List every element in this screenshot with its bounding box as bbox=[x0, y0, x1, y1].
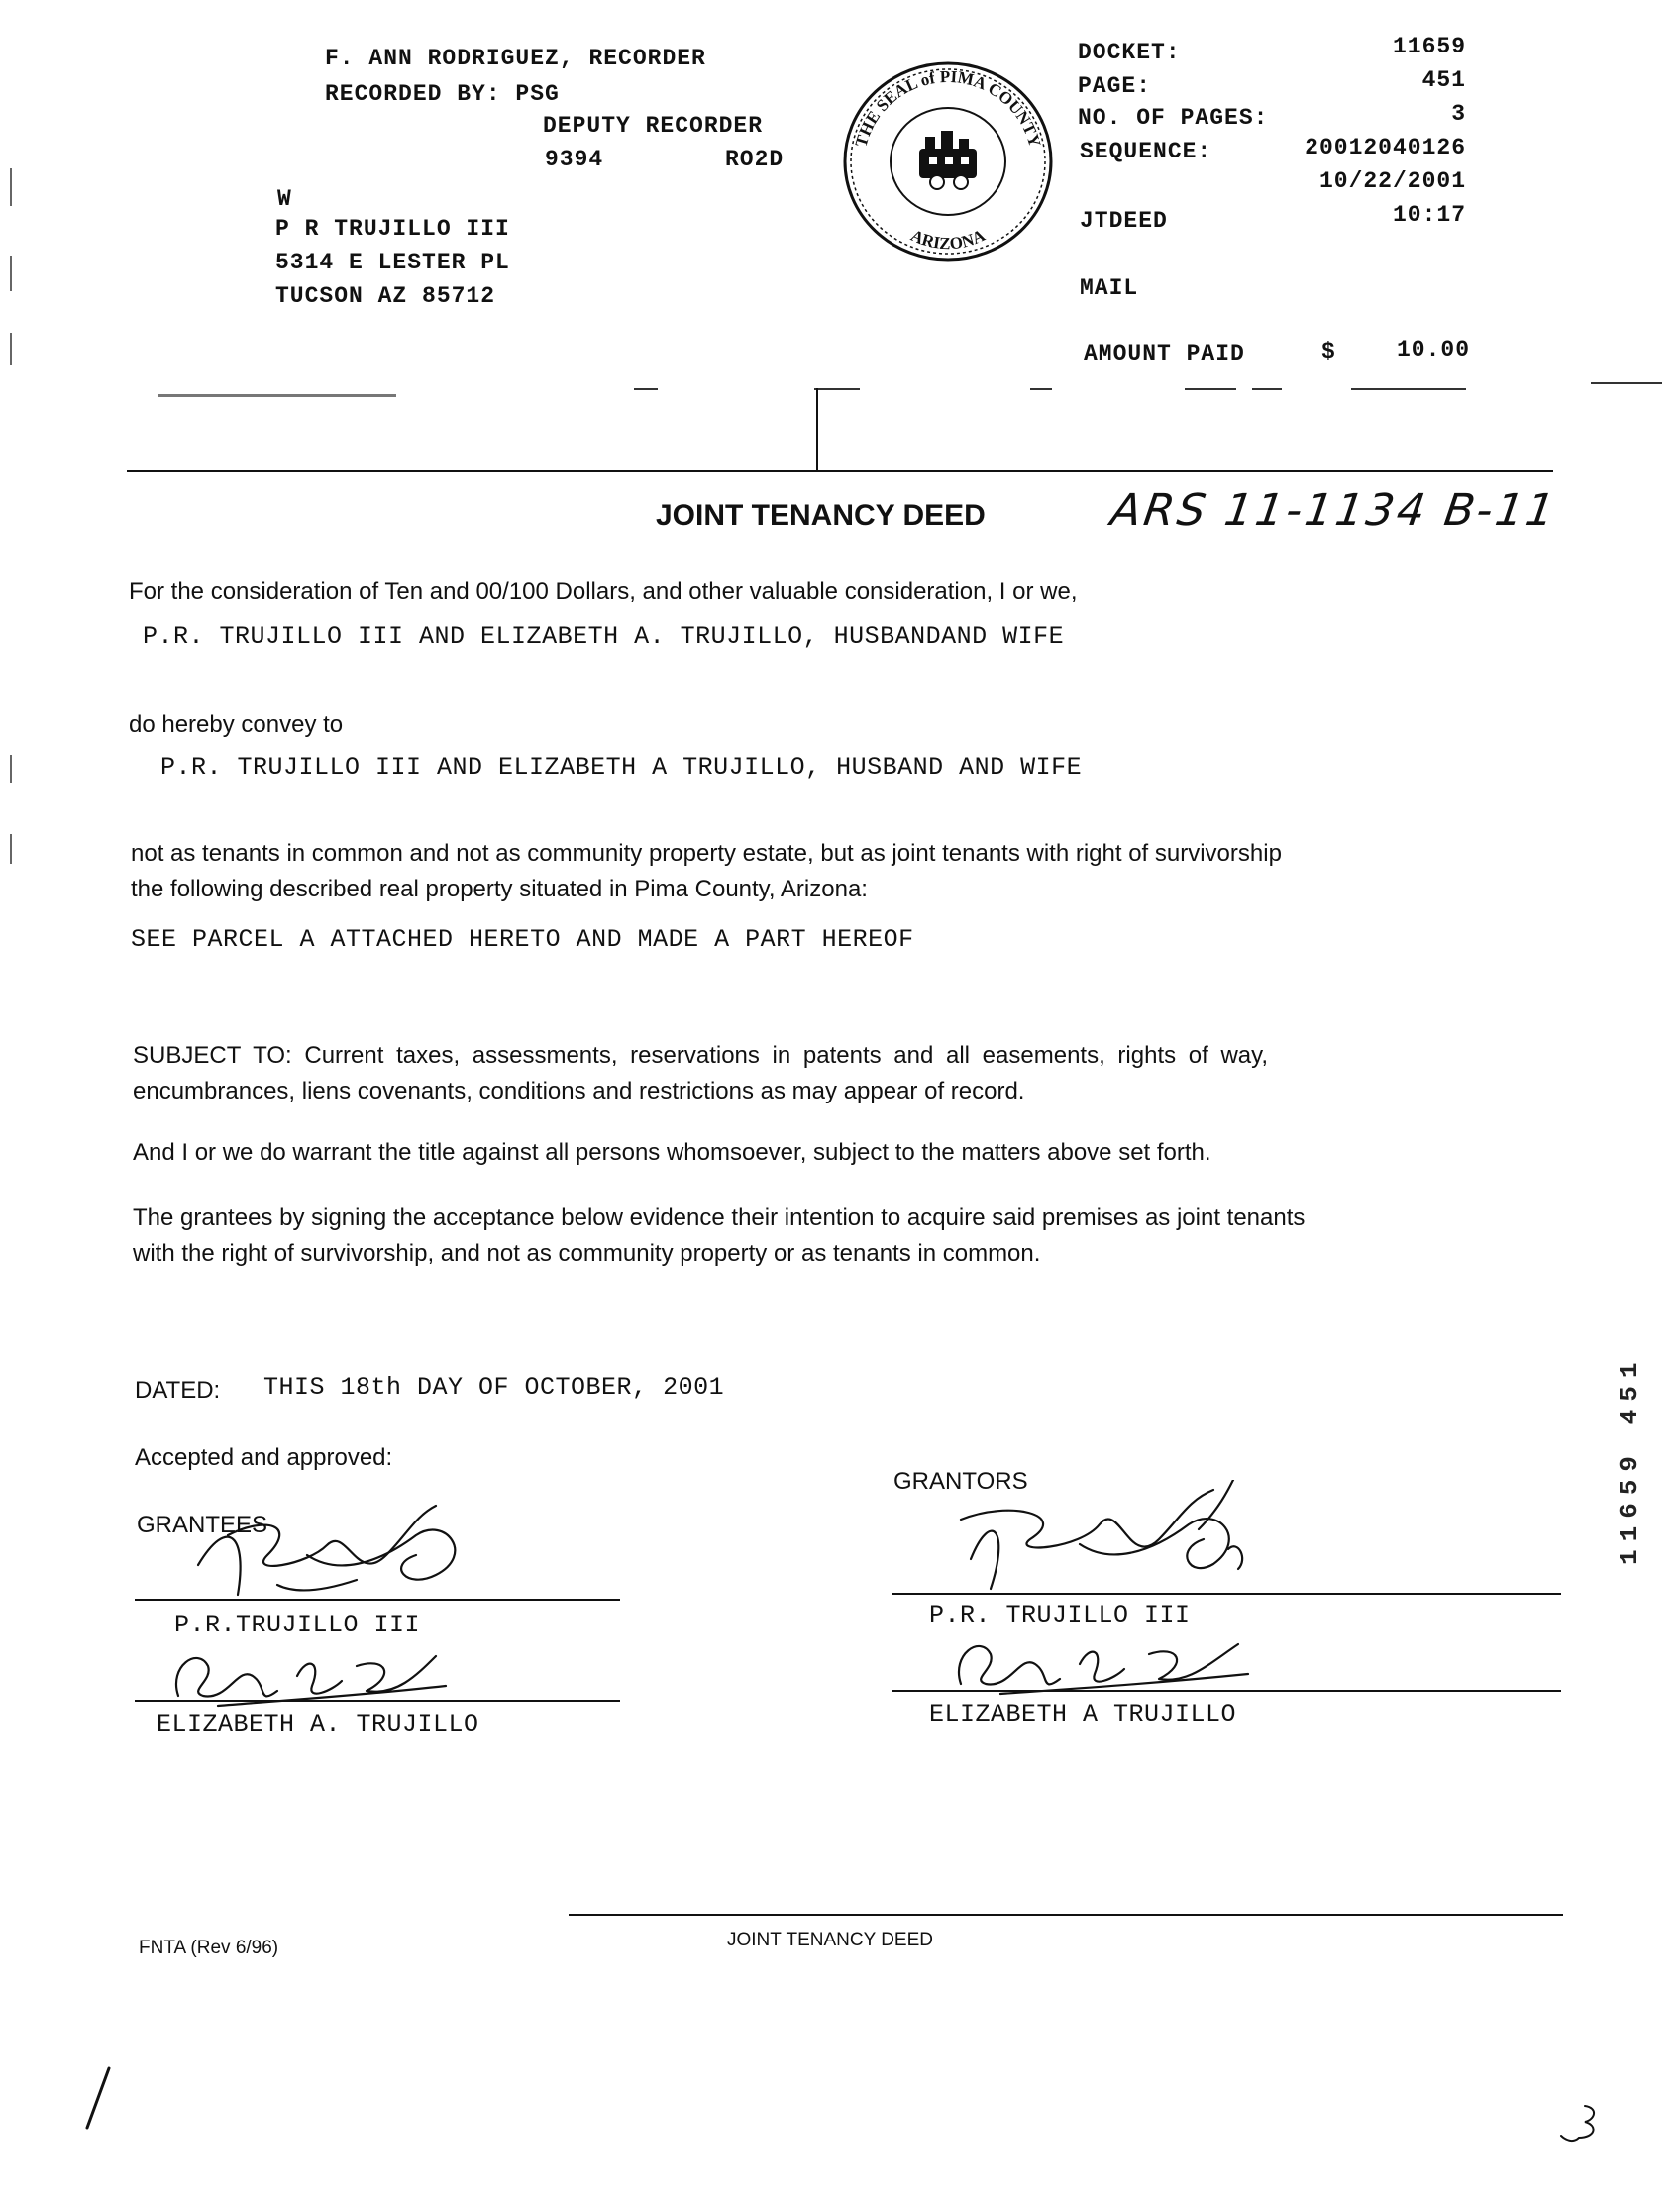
signature-line bbox=[135, 1599, 620, 1601]
grantees-intent-line2: with the right of survivorship, and not as community property or as tenants in common. bbox=[133, 1240, 1041, 1267]
recorder-code-1: 9394 bbox=[545, 147, 604, 172]
recorder-name: F. ANN RODRIGUEZ, RECORDER bbox=[325, 46, 706, 71]
page-label: PAGE: bbox=[1078, 73, 1152, 99]
seal-emblem-icon bbox=[919, 131, 977, 189]
grantor-name-1: P.R. TRUJILLO III bbox=[929, 1601, 1191, 1629]
grantor-name-2: ELIZABETH A TRUJILLO bbox=[929, 1700, 1237, 1729]
scan-edge-mark bbox=[10, 168, 12, 206]
scan-artifact bbox=[158, 394, 396, 397]
parcel-reference: SEE PARCEL A ATTACHED HERETO AND MADE A PART HEREOF bbox=[131, 925, 914, 954]
subject-to-line2: encumbrances, liens covenants, conditions and restrictions as may appear of record. bbox=[133, 1078, 1025, 1104]
currency-symbol: $ bbox=[1321, 339, 1336, 365]
grantee-name-1: P.R.TRUJILLO III bbox=[174, 1611, 421, 1639]
tenancy-clause-line2: the following described real property situated in Pima County, Arizona: bbox=[131, 876, 868, 902]
scan-artifact bbox=[1030, 388, 1052, 390]
seal-text-top: THE SEAL of PIMA COUNTY bbox=[851, 66, 1045, 150]
sequence-label: SEQUENCE: bbox=[1080, 139, 1212, 164]
address-line: 5314 E LESTER PL bbox=[275, 250, 510, 275]
scan-edge-mark bbox=[10, 755, 12, 783]
amount-label: AMOUNT PAID bbox=[1084, 341, 1245, 367]
county-seal bbox=[838, 57, 1058, 265]
docket-label: DOCKET: bbox=[1078, 40, 1181, 65]
consideration-clause: For the consideration of Ten and 00/100 Dollars, and other valuable consideration, I or we, bbox=[129, 578, 1078, 605]
scan-artifact bbox=[814, 388, 860, 390]
pages-count: 3 bbox=[1451, 101, 1466, 127]
record-time: 10:17 bbox=[1392, 202, 1466, 228]
mail-label: MAIL bbox=[1080, 275, 1139, 301]
form-code: FNTA (Rev 6/96) bbox=[139, 1938, 279, 1958]
document-type: JTDEED bbox=[1080, 208, 1168, 234]
scan-artifact bbox=[1185, 388, 1236, 390]
scan-edge-mark bbox=[10, 333, 12, 365]
deputy-recorder: DEPUTY RECORDER bbox=[543, 113, 764, 139]
page-number: 451 bbox=[1421, 67, 1466, 93]
seal-text-bottom: ARIZONA bbox=[907, 225, 989, 254]
signature-elizabeth-trujillo-grantor bbox=[941, 1625, 1258, 1704]
scan-artifact bbox=[634, 388, 658, 390]
scan-edge-mark bbox=[10, 256, 12, 291]
signature-line bbox=[892, 1593, 1561, 1595]
recorder-code-2: RO2D bbox=[725, 147, 785, 172]
sequence-number: 20012040126 bbox=[1305, 135, 1466, 160]
signature-line bbox=[135, 1700, 620, 1702]
grantees-label: GRANTEES bbox=[137, 1512, 268, 1538]
handwritten-statute-note: ARS 11-1134 B-11 bbox=[1107, 485, 1561, 536]
dated-label: DATED: bbox=[135, 1377, 221, 1404]
footer-form-title: JOINT TENANCY DEED bbox=[727, 1930, 933, 1950]
convey-clause: do hereby convey to bbox=[129, 711, 344, 738]
grantors-label: GRANTORS bbox=[893, 1468, 1028, 1495]
grantors-typed: P.R. TRUJILLO III AND ELIZABETH A. TRUJILLO, HUSBANDAND WIFE bbox=[143, 622, 1065, 651]
header-divider-horizontal bbox=[127, 470, 1553, 472]
scan-artifact bbox=[1591, 382, 1662, 384]
accepted-approved: Accepted and approved: bbox=[135, 1444, 393, 1471]
dated-value: THIS 18th DAY OF OCTOBER, 2001 bbox=[263, 1373, 725, 1402]
signature-pr-trujillo-grantee bbox=[188, 1496, 485, 1605]
scan-artifact bbox=[1252, 388, 1282, 390]
subject-to-line1: SUBJECT TO: Current taxes, assessments, reservations in patents and all easements, rights of way, bbox=[133, 1042, 1269, 1069]
signature-line bbox=[892, 1690, 1561, 1692]
record-date: 10/22/2001 bbox=[1318, 168, 1466, 194]
w-mark: W bbox=[277, 186, 292, 212]
docket-number: 11659 bbox=[1392, 34, 1466, 59]
signature-pr-trujillo-grantor bbox=[951, 1480, 1288, 1599]
footer-divider bbox=[569, 1914, 1563, 1916]
margin-docket-stamp: 11659 451 bbox=[1615, 1354, 1644, 1565]
warranty-clause: And I or we do warrant the title against all persons whomsoever, subject to the matters above set forth. bbox=[133, 1139, 1211, 1166]
deed-title: JOINT TENANCY DEED bbox=[656, 499, 986, 532]
scan-edge-mark bbox=[10, 834, 12, 864]
scan-artifact bbox=[1351, 388, 1466, 390]
grantee-name-2: ELIZABETH A. TRUJILLO bbox=[157, 1710, 479, 1738]
grantees-intent-line1: The grantees by signing the acceptance below evidence their intention to acquire said premises as joint tenants bbox=[133, 1205, 1306, 1231]
amount-paid: 10.00 bbox=[1396, 337, 1470, 363]
address-line: TUCSON AZ 85712 bbox=[275, 283, 496, 309]
tenancy-clause-line1: not as tenants in common and not as community property estate, but as joint tenants with right of survivorship bbox=[131, 840, 1282, 867]
grantees-typed: P.R. TRUJILLO III AND ELIZABETH A TRUJILLO, HUSBAND AND WIFE bbox=[160, 753, 1083, 782]
signature-elizabeth-trujillo-grantee bbox=[158, 1636, 456, 1716]
address-line: P R TRUJILLO III bbox=[275, 216, 510, 242]
stray-pen-mark bbox=[79, 2064, 119, 2134]
recorded-by: RECORDED BY: PSG bbox=[325, 81, 560, 107]
stray-pen-mark bbox=[1555, 2100, 1615, 2150]
header-divider-vertical bbox=[816, 388, 818, 470]
pages-label: NO. OF PAGES: bbox=[1078, 105, 1269, 131]
